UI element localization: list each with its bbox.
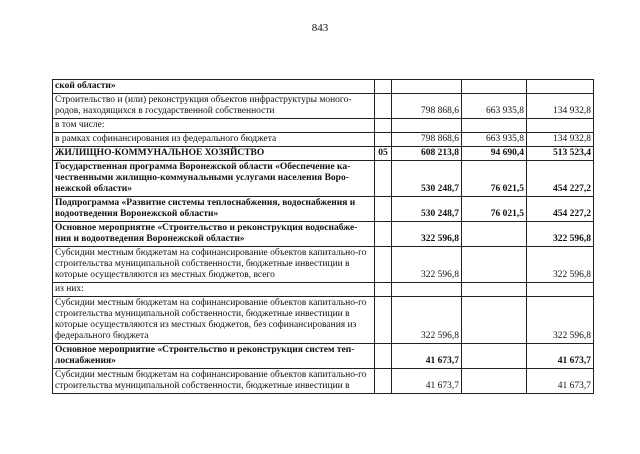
amount-total-cell xyxy=(392,119,462,133)
amount-total-cell xyxy=(392,283,462,297)
row-name-cell: в том числе: xyxy=(53,119,375,133)
page-number: 843 xyxy=(311,22,329,34)
table-row xyxy=(53,222,594,247)
amount-total-cell: 322 596,8 xyxy=(392,222,462,247)
amount-regional-cell: 322 596,8 xyxy=(527,222,594,247)
section-code-cell xyxy=(375,222,392,247)
row-name-cell: Подпрограмма «Развитие системы теплоснабжения, водоснабжения и водоотведения Воронежской области» xyxy=(53,197,375,222)
section-code-cell xyxy=(375,119,392,133)
amount-regional-cell: 322 596,8 xyxy=(527,247,594,283)
table-row xyxy=(53,344,594,369)
amount-total-cell: 608 213,8 xyxy=(392,147,462,161)
section-code-cell xyxy=(375,94,392,119)
amount-regional-cell xyxy=(527,119,594,133)
section-code-cell xyxy=(375,80,392,94)
amount-total-cell: 41 673,7 xyxy=(392,369,462,394)
table-row xyxy=(53,283,594,297)
amount-regional-cell: 513 523,4 xyxy=(527,147,594,161)
amount-regional-cell: 134 932,8 xyxy=(527,94,594,119)
row-name-cell: из них: xyxy=(53,283,375,297)
amount-federal-cell xyxy=(462,119,527,133)
section-code-cell xyxy=(375,133,392,147)
amount-federal-cell xyxy=(462,80,527,94)
table-row xyxy=(53,133,594,147)
table-row xyxy=(53,247,594,283)
table-row xyxy=(53,147,594,161)
amount-total-cell: 530 248,7 xyxy=(392,161,462,197)
amount-total-cell: 798 868,6 xyxy=(392,133,462,147)
amount-total-cell: 41 673,7 xyxy=(392,344,462,369)
section-code-cell xyxy=(375,344,392,369)
amount-federal-cell xyxy=(462,247,527,283)
section-code-cell: 05 xyxy=(375,147,392,161)
amount-total-cell xyxy=(392,80,462,94)
amount-regional-cell xyxy=(527,283,594,297)
row-name-cell: ЖИЛИЩНО-КОММУНАЛЬНОЕ ХОЗЯЙСТВО xyxy=(53,147,375,161)
amount-regional-cell: 322 596,8 xyxy=(527,297,594,344)
row-name-cell: Субсидии местным бюджетам на софинансирование объектов капитально-го строительства муниципальной собственности, бюджетные инвестиции в которые осуществляются из местных бюджетов, без софинансирования из федерального бюджета xyxy=(53,297,375,344)
table-row xyxy=(53,197,594,222)
table-row xyxy=(53,119,594,133)
amount-total-cell: 322 596,8 xyxy=(392,247,462,283)
row-name-cell: Государственная программа Воронежской области «Обеспечение ка-чественными жилищно-коммунальными услугами населения Воро-нежской области» xyxy=(53,161,375,197)
section-code-cell xyxy=(375,297,392,344)
amount-total-cell: 530 248,7 xyxy=(392,197,462,222)
amount-regional-cell: 41 673,7 xyxy=(527,369,594,394)
row-name-cell: ской области» xyxy=(53,80,375,94)
amount-federal-cell: 663 935,8 xyxy=(462,133,527,147)
section-code-cell xyxy=(375,283,392,297)
amount-regional-cell: 134 932,8 xyxy=(527,133,594,147)
section-code-cell xyxy=(375,161,392,197)
row-name-cell: Субсидии местным бюджетам на софинансирование объектов капитально-го строительства муниципальной собственности, бюджетные инвестиции в xyxy=(53,369,375,394)
row-name-cell: Основное мероприятие «Строительство и реконструкция водоснабже-ния и водоотведения Воронежской области» xyxy=(53,222,375,247)
amount-total-cell: 798 868,6 xyxy=(392,94,462,119)
amount-federal-cell xyxy=(462,369,527,394)
amount-federal-cell: 76 021,5 xyxy=(462,161,527,197)
section-code-cell xyxy=(375,197,392,222)
table-row xyxy=(53,80,594,94)
amount-regional-cell xyxy=(527,80,594,94)
amount-federal-cell: 76 021,5 xyxy=(462,197,527,222)
table-row xyxy=(53,369,594,394)
row-name-cell: Основное мероприятие «Строительство и реконструкция систем теп-лоснабжения» xyxy=(53,344,375,369)
amount-regional-cell: 454 227,2 xyxy=(527,197,594,222)
row-name-cell: Субсидии местным бюджетам на софинансирование объектов капитально-го строительства муниципальной собственности, бюджетные инвестиции в которые осуществляются из местных бюджетов, всего xyxy=(53,247,375,283)
amount-total-cell: 322 596,8 xyxy=(392,297,462,344)
section-code-cell xyxy=(375,247,392,283)
table-row xyxy=(53,94,594,119)
budget-table xyxy=(52,79,594,394)
row-name-cell: Строительство и (или) реконструкция объектов инфраструктуры моного-родов, находящихся в государственной собственности xyxy=(53,94,375,119)
amount-federal-cell xyxy=(462,344,527,369)
table-row xyxy=(53,161,594,197)
row-name-cell: в рамках софинансирования из федерального бюджета xyxy=(53,133,375,147)
table-row xyxy=(53,297,594,344)
budget-table-body xyxy=(53,80,594,394)
amount-federal-cell: 663 935,8 xyxy=(462,94,527,119)
amount-regional-cell: 41 673,7 xyxy=(527,344,594,369)
amount-federal-cell xyxy=(462,222,527,247)
section-code-cell xyxy=(375,369,392,394)
amount-federal-cell: 94 690,4 xyxy=(462,147,527,161)
amount-regional-cell: 454 227,2 xyxy=(527,161,594,197)
amount-federal-cell xyxy=(462,283,527,297)
amount-federal-cell xyxy=(462,297,527,344)
